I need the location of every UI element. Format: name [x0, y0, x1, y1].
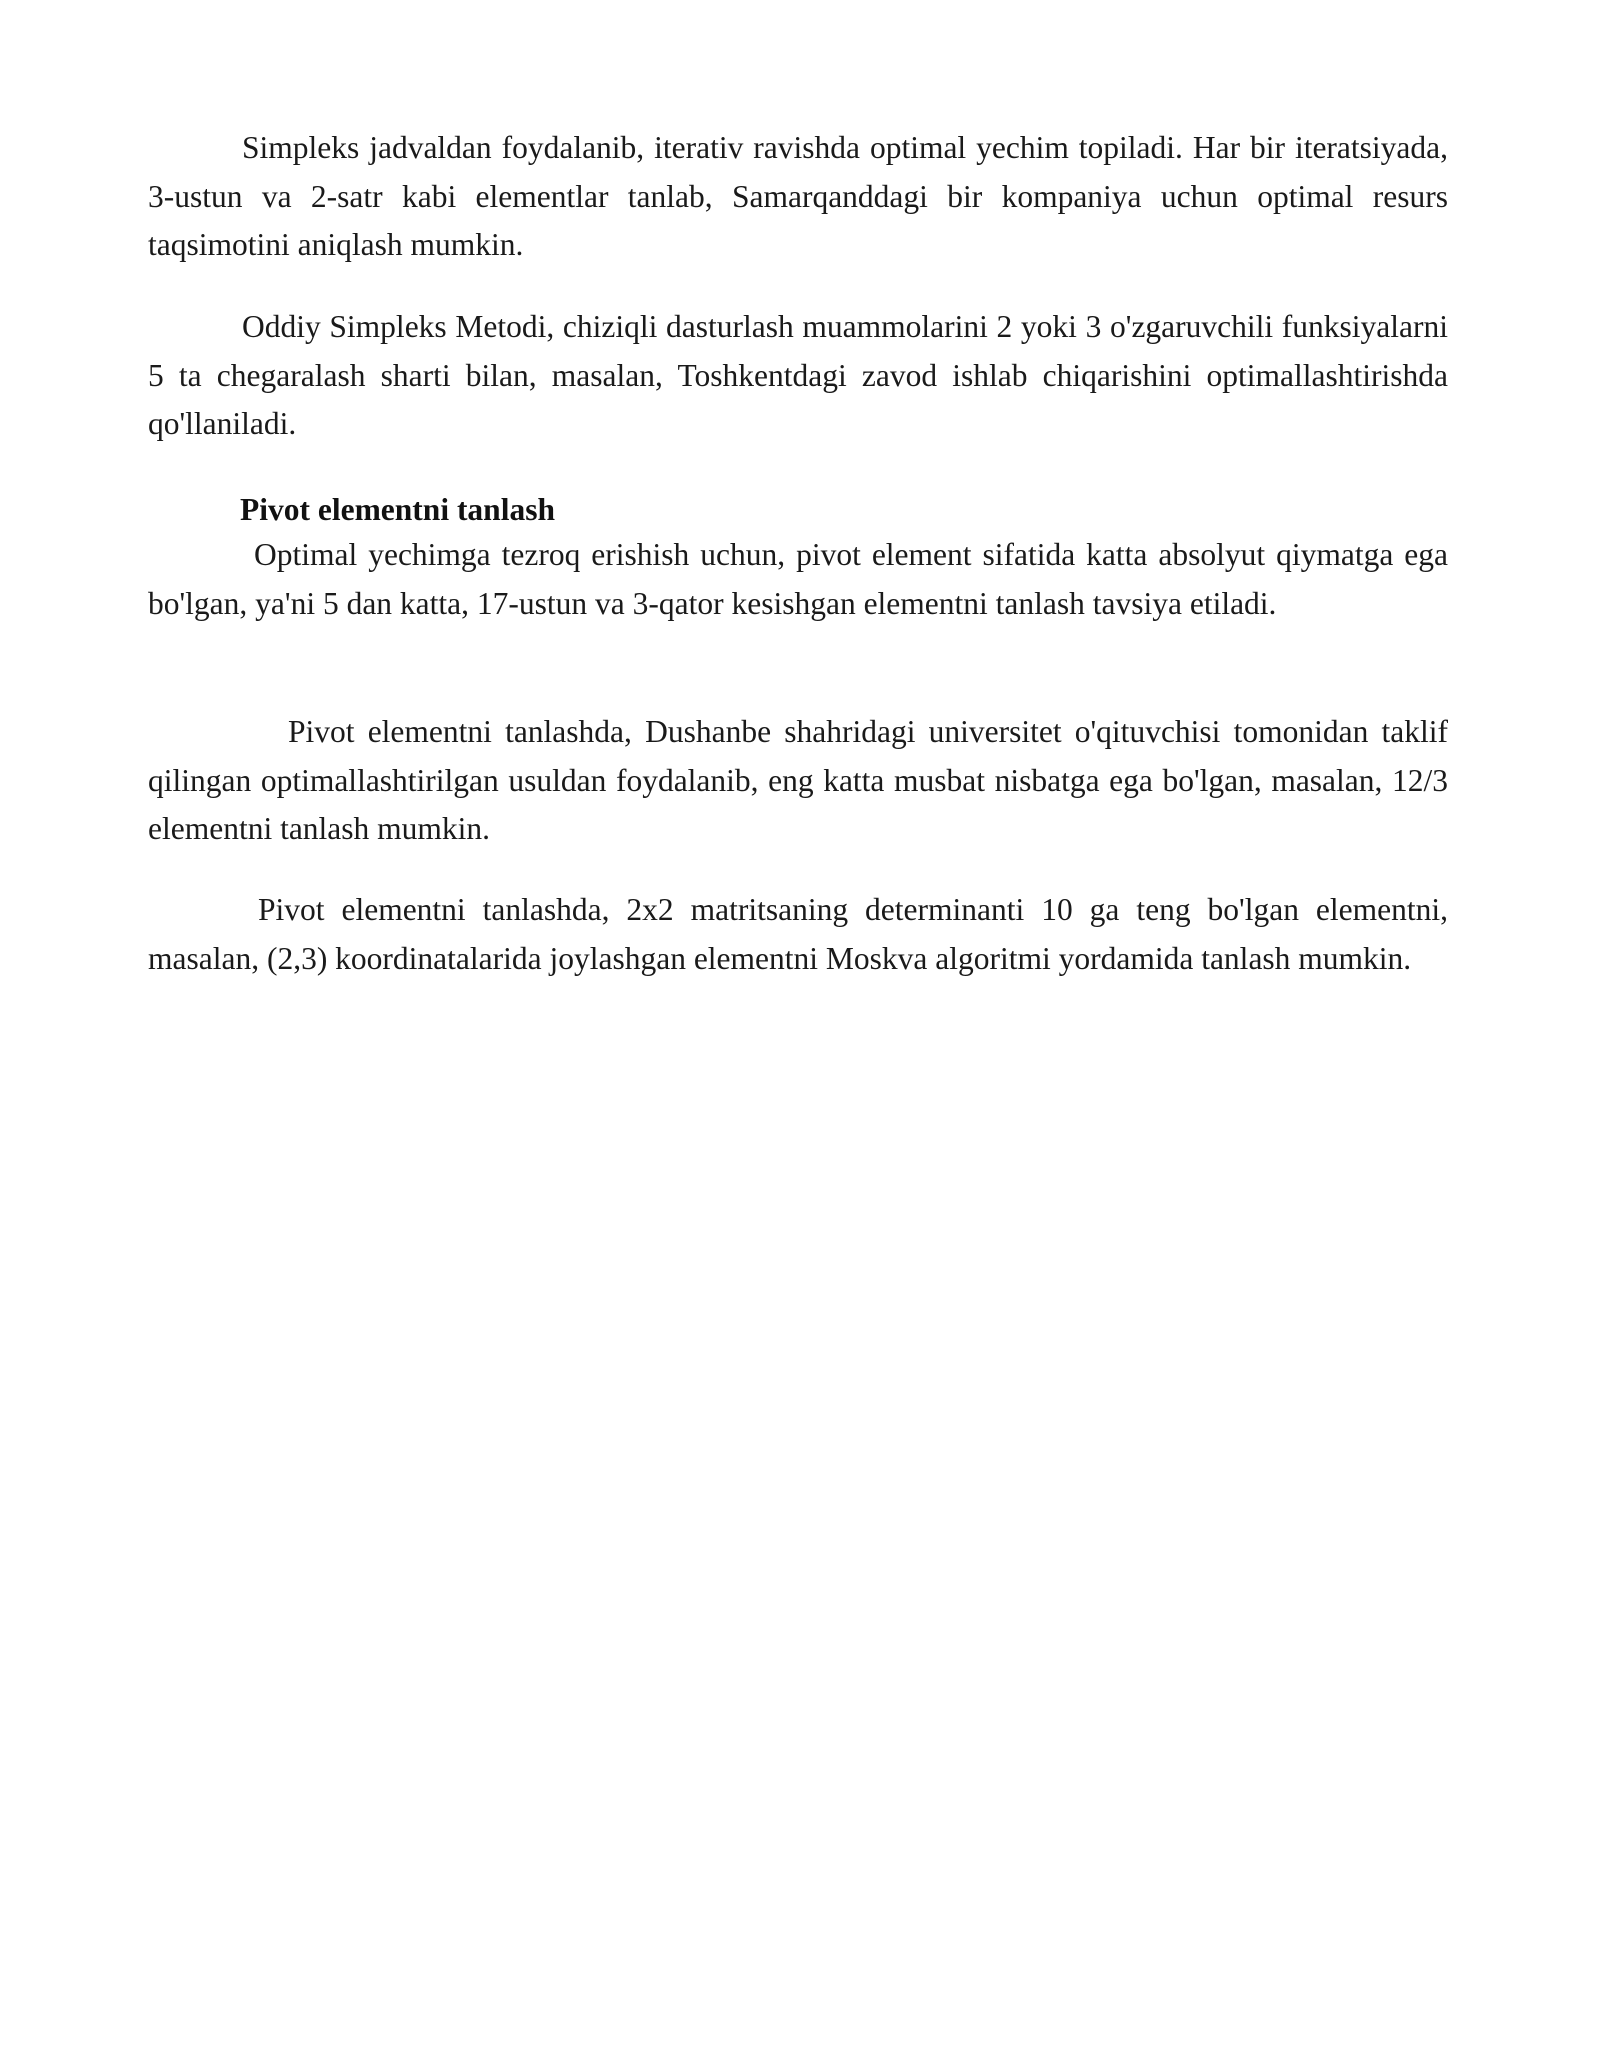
paragraph-pivot-determinant: Pivot elementni tanlashda, 2x2 matritsaning determinanti 10 ga teng bo'lgan elementni, masalan, (2,3) koordinatalarida joylashgan elementni Moskva algoritmi yordamida tanlash mumkin. [148, 892, 1448, 976]
paragraph-simple-simplex-method: Oddiy Simpleks Metodi, chiziqli dasturlash muammolarini 2 yoki 3 o'zgaruvchili funksiyalarni 5 ta chegaralash sharti bilan, masalan, Toshkentdagi zavod ishlab chiqarishini optimallashtirishda qo'llaniladi. [148, 309, 1448, 441]
paragraph-pivot-positive-ratio: Pivot elementni tanlashda, Dushanbe shahridagi universitet o'qituvchisi tomonidan taklif qilingan optimallashtirilgan usuldan foydalanib, eng katta musbat nisbatga ega bo'lgan, masalan, 12/3 elementni tanlash mumkin. [148, 714, 1448, 846]
paragraph-simplex-table: Simpleks jadvaldan foydalanib, iterativ ravishda optimal yechim topiladi. Har bir iteratsiyada, 3-ustun va 2-satr kabi elementlar tanlab, Samarqanddagi bir kompaniya uchun optimal resurs taqsimotini aniqlash mumkin. [148, 130, 1448, 262]
paragraph-pivot-absolute-value: Optimal yechimga tezroq erishish uchun, pivot element sifatida katta absolyut qiymatga ega bo'lgan, ya'ni 5 dan katta, 17-ustun va 3-qator kesishgan elementni tanlash tavsiya etiladi. [148, 537, 1448, 621]
section-heading-pivot: Pivot elementni tanlash [240, 492, 555, 527]
